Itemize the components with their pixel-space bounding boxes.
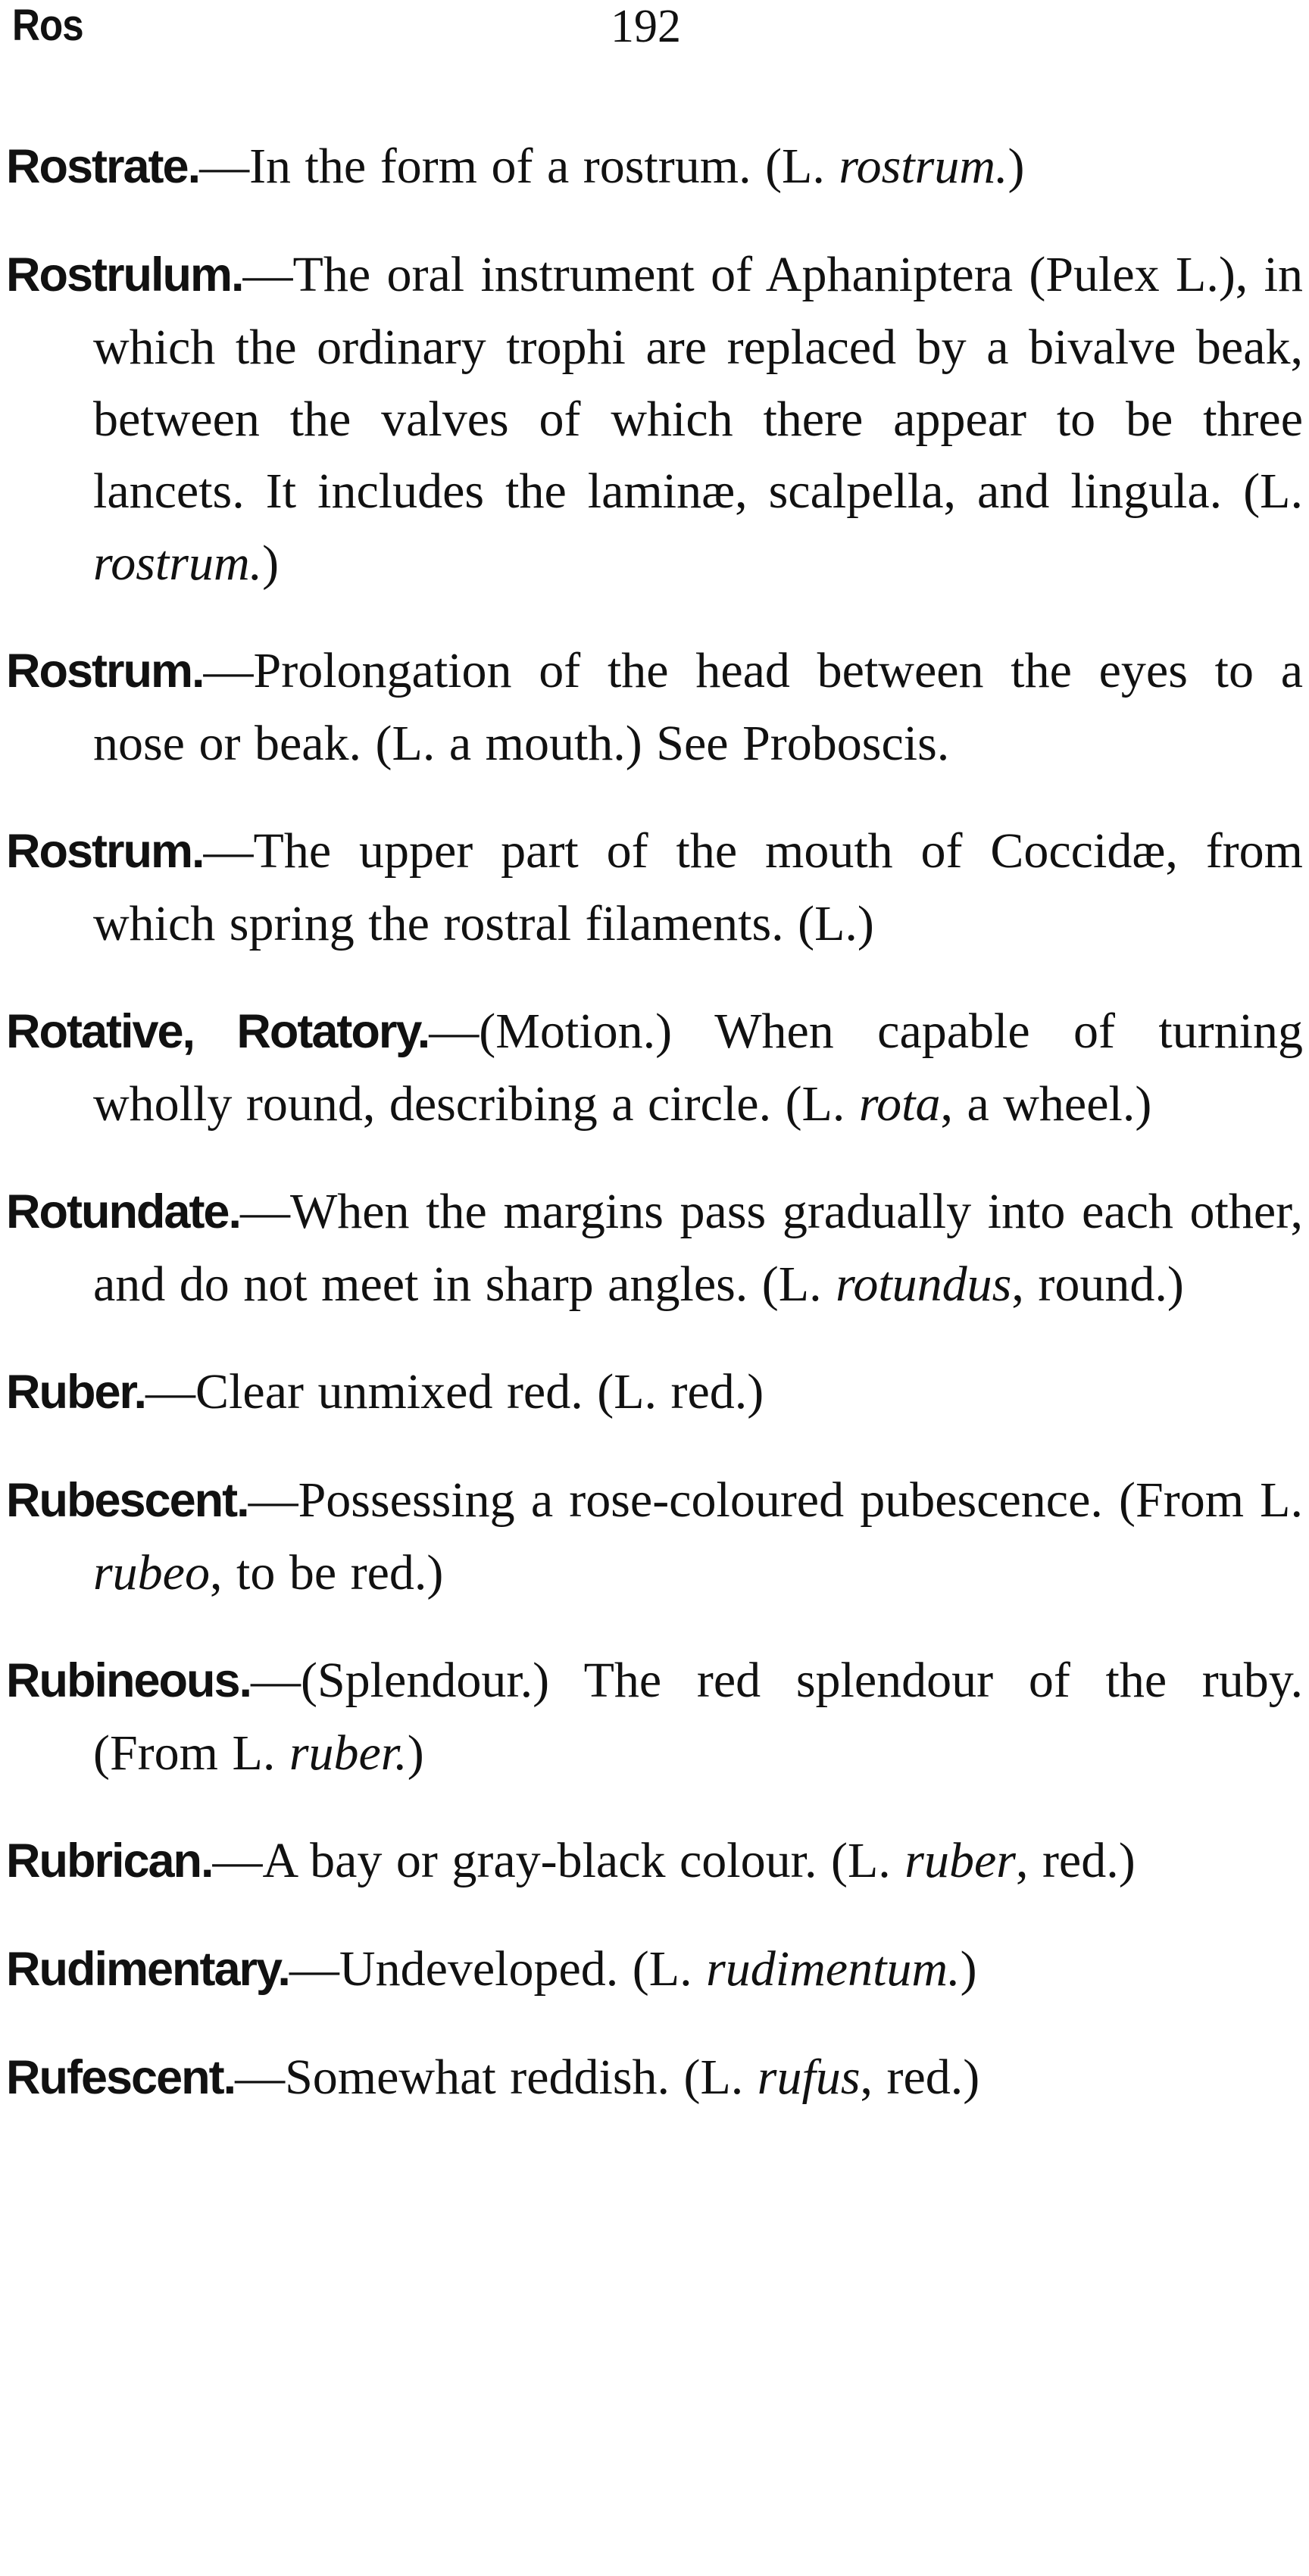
entry-definition-text: , red.) <box>860 2050 980 2105</box>
entry-headword: Rostrum. <box>6 825 204 878</box>
entry-definition-text: —Undeveloped. (L. <box>289 1941 707 1997</box>
entry-headword: Rotundate. <box>6 1185 240 1238</box>
dictionary-entry <box>6 635 1303 779</box>
entry-definition-text: —A bay or gray-black colour. (L. <box>212 1833 905 1888</box>
entry-italic-term: rudimentum. <box>706 1941 961 1997</box>
entry-italic-term: ruber <box>904 1833 1016 1888</box>
entry-headword: Rostrulum. <box>6 248 243 301</box>
entry-headword: Rudimentary. <box>6 1943 289 1996</box>
entry-italic-term: rostrum. <box>839 139 1008 194</box>
dictionary-entry <box>6 239 1303 599</box>
entry-headword: Rubrican. <box>6 1834 213 1888</box>
dictionary-entry <box>6 1356 1303 1429</box>
entry-definition-text: —Possessing a rose-coloured pubescence. (From L. <box>248 1472 1303 1528</box>
entry-definition-text: —The upper part of the mouth of Coccidæ, from which spring the rostral filaments. (L.) <box>93 823 1303 951</box>
entry-definition-text: —When the margins pass gradually into each other, and do not meet in sharp angles. (L. <box>93 1184 1303 1312</box>
entry-definition-text: , round.) <box>1011 1257 1184 1312</box>
dictionary-entry <box>6 1176 1303 1320</box>
entry-definition-text: —Prolongation of the head between the eyes to a nose or beak. (L. a mouth.) See Proboscis. <box>93 643 1303 771</box>
entry-italic-term: rufus <box>757 2050 861 2105</box>
dictionary-entry <box>6 130 1303 203</box>
entry-definition-text: ) <box>1008 139 1025 194</box>
entry-definition-text: , a wheel.) <box>940 1076 1152 1132</box>
entry-headword: Rotative, Rotatory. <box>6 1005 430 1058</box>
entry-definition-text: —Somewhat reddish. (L. <box>235 2050 758 2105</box>
entry-definition-text: , to be red.) <box>209 1545 444 1600</box>
entry-definition-text: ) <box>262 535 280 591</box>
entry-definition-text: —(Splendour.) The red splendour of the ruby. (From L. <box>93 1653 1303 1781</box>
page-number: 192 <box>611 1 681 52</box>
entry-list <box>6 130 1303 2114</box>
entry-definition-text: ) <box>407 1725 424 1781</box>
dictionary-entry <box>6 995 1303 1140</box>
entry-headword: Rostrate. <box>6 140 200 193</box>
entry-headword: Ruber. <box>6 1366 146 1419</box>
entry-definition-text: ) <box>960 1941 977 1997</box>
running-head <box>6 0 1309 114</box>
dictionary-entry <box>6 1644 1303 1789</box>
dictionary-entry <box>6 815 1303 960</box>
entry-italic-term: ruber. <box>289 1725 408 1781</box>
entry-italic-term: rostrum. <box>93 535 263 591</box>
entry-definition-text: , red.) <box>1015 1833 1136 1888</box>
entry-headword: Rubineous. <box>6 1654 251 1707</box>
entry-italic-term: rubeo <box>93 1545 210 1600</box>
entry-definition-text: —(Motion.) When capable of turning wholly round, describing a circle. (L. <box>93 1004 1303 1132</box>
dictionary-entry <box>6 2041 1303 2114</box>
entry-italic-term: rota <box>858 1076 941 1132</box>
dictionary-entry <box>6 1825 1303 1897</box>
entry-headword: Rostrum. <box>6 645 204 698</box>
entry-headword: Rufescent. <box>6 2051 236 2104</box>
entry-definition-text: —The oral instrument of Aphaniptera (Pulex L.), in which the ordinary trophi are replaced by a bivalve beak, between the valves of which there appear to be three lancets. It includes the laminæ, scalpella, and lingula. (L. <box>93 247 1303 519</box>
entry-italic-term: rotundus <box>836 1257 1012 1312</box>
running-head-word: Ros <box>12 1 83 50</box>
entry-definition-text: —In the form of a rostrum. (L. <box>199 139 839 194</box>
entry-headword: Rubescent. <box>6 1474 248 1527</box>
dictionary-entry <box>6 1464 1303 1609</box>
entry-definition-text: —Clear unmixed red. (L. red.) <box>145 1364 764 1419</box>
dictionary-entry <box>6 1933 1303 2006</box>
